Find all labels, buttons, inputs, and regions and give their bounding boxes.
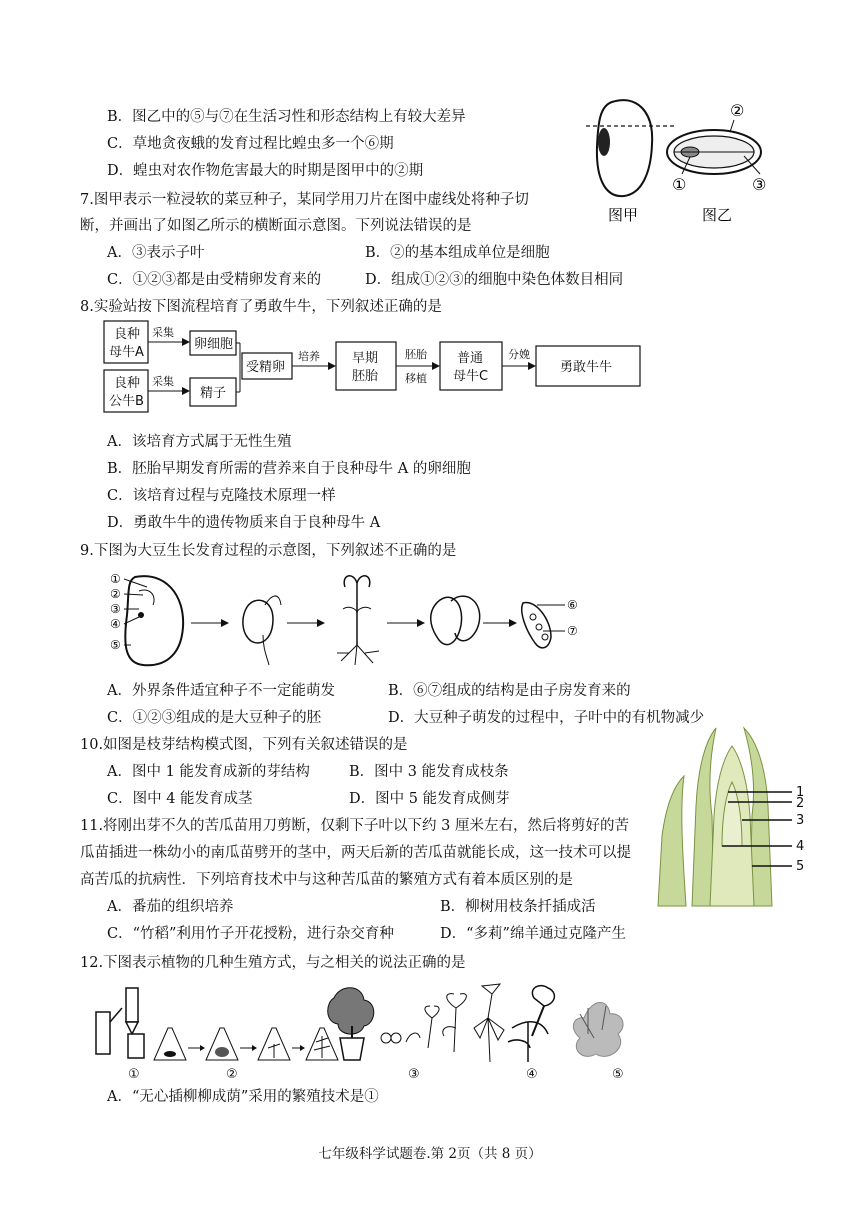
q9-stem: 9.下图为大豆生长发育过程的示意图，下列叙述不正确的是 (80, 543, 457, 559)
q6-option-d: D．蝗虫对农作物危害最大的时期是图甲中的②期 (107, 163, 424, 179)
branch-bud-figure (652, 726, 837, 912)
svg-text:早期: 早期 (352, 351, 379, 366)
bean-hilum (598, 128, 610, 156)
soybean-growth-figure (105, 565, 605, 675)
q7-stem-line2: 断，并画出了如图乙所示的横断面示意图。下列说法错误的是 (80, 218, 472, 234)
germinating-seed (243, 600, 273, 643)
svg-text:采集: 采集 (152, 326, 174, 339)
q11-option-d: D．“多莉”绵羊通过克隆产生 (440, 926, 626, 942)
svg-text:5: 5 (796, 859, 805, 874)
svg-text:母牛A: 母牛A (109, 345, 144, 360)
svg-text:卵细胞: 卵细胞 (194, 337, 234, 352)
q10-option-d: D．图中 5 能发育成侧芽 (349, 791, 510, 807)
svg-text:培养: 培养 (298, 350, 320, 363)
q11-option-c: C．“竹稻”利用竹子开花授粉，进行杂交育种 (107, 926, 394, 942)
fig-label-yi: 图乙 (702, 206, 733, 224)
q10-option-b: B．图中 3 能发育成枝条 (349, 764, 509, 780)
svg-text:1: 1 (796, 785, 805, 800)
svg-text:4: 4 (796, 839, 805, 854)
q11-line2: 瓜苗插进一株幼小的南瓜苗劈开的茎中，两天后新的苦瓜苗就能长成，这一技术可以提 (80, 845, 631, 861)
svg-text:④: ④ (110, 617, 121, 631)
q11-line1: 11.将刚出芽不久的苦瓜苗用刀剪断，仅剩下子叶以下约 3 厘米左右，然后将剪好的苦 (80, 818, 630, 834)
svg-text:⑥: ⑥ (567, 598, 578, 612)
svg-text:良种: 良种 (114, 376, 141, 391)
q7-option-a: A．③表示子叶 (107, 245, 205, 261)
mark-2: ② (730, 101, 745, 120)
svg-text:⑤: ⑤ (110, 638, 121, 652)
q10-stem: 10.如图是枝芽结构模式图，下列有关叙述错误的是 (80, 737, 408, 753)
svg-text:2: 2 (796, 796, 805, 811)
q9-option-c: C．①②③组成的是大豆种子的胚 (107, 710, 322, 726)
q7-option-b: B．②的基本组成单位是细胞 (365, 245, 550, 261)
svg-text:受精卵: 受精卵 (246, 360, 286, 375)
svg-text:胚胎: 胚胎 (352, 369, 379, 384)
svg-text:分娩: 分娩 (508, 348, 530, 361)
svg-text:⑦: ⑦ (567, 624, 578, 638)
svg-text:采集: 采集 (152, 375, 174, 388)
svg-text:公牛B: 公牛B (109, 394, 144, 409)
q8-option-d: D．勇敢牛牛的遗传物质来自于良种母牛 A (107, 515, 381, 531)
svg-text:①: ① (110, 572, 121, 586)
cattle-breeding-flowchart (100, 318, 645, 418)
q8-option-b: B．胚胎早期发育所需的营养来自于良种母牛 A 的卵细胞 (107, 461, 471, 477)
q12-option-a: A．“无心插柳柳成荫”采用的繁殖技术是① (107, 1089, 379, 1105)
svg-text:胚胎: 胚胎 (405, 348, 427, 361)
q10-option-c: C．图中 4 能发育成茎 (107, 791, 253, 807)
q8-stem: 8.实验站按下图流程培育了勇敢牛牛，下列叙述正确的是 (80, 299, 442, 315)
q8-option-c: C．该培育过程与克隆技术原理一样 (107, 488, 336, 504)
svg-text:①: ① (128, 1067, 140, 1082)
svg-text:勇敢牛牛: 勇敢牛牛 (560, 360, 613, 375)
mark-1: ① (672, 175, 687, 194)
q6-option-b: B．图乙中的⑤与⑦在生活习性和形态结构上有较大差异 (107, 109, 466, 125)
q7-stem-line1: 7.图甲表示一粒浸软的菜豆种子，某同学用刀片在图中虚线处将种子切 (80, 192, 529, 208)
svg-text:3: 3 (796, 813, 805, 828)
mark-3: ③ (752, 175, 767, 194)
svg-text:③: ③ (408, 1067, 420, 1082)
q9-option-a: A．外界条件适宜种子不一定能萌发 (107, 683, 335, 699)
svg-text:②: ② (110, 587, 121, 601)
svg-text:精子: 精子 (200, 386, 227, 401)
svg-text:移植: 移植 (405, 372, 427, 385)
q11-line3: 高苦瓜的抗病性．下列培育技术中与这种苦瓜苗的繁殖方式有着本质区别的是 (80, 872, 573, 888)
q9-option-d: D．大豆种子萌发的过程中，子叶中的有机物减少 (388, 710, 705, 726)
q7-option-d: D．组成①②③的细胞中染色体数目相同 (365, 272, 624, 288)
q11-option-b: B．柳树用枝条扦插成活 (440, 899, 596, 915)
svg-text:④: ④ (526, 1067, 538, 1082)
q12-stem: 12.下图表示植物的几种生殖方式，与之相关的说法正确的是 (80, 955, 466, 971)
soybean-seed (125, 576, 183, 665)
svg-text:普通: 普通 (457, 351, 484, 366)
q11-option-a: A．番茄的组织培养 (107, 899, 234, 915)
q10-option-a: A．图中 1 能发育成新的芽结构 (107, 764, 310, 780)
svg-text:⑤: ⑤ (612, 1067, 624, 1082)
svg-text:良种: 良种 (114, 327, 141, 342)
bean-seed-figure (582, 92, 782, 227)
plant-reproduction-figure (88, 978, 648, 1084)
q6-option-c: C．草地贪夜蛾的发育过程比蝗虫多一个⑥期 (107, 136, 394, 152)
q9-option-b: B．⑥⑦组成的结构是由子房发育来的 (388, 683, 631, 699)
q8-option-a: A．该培育方式属于无性生殖 (107, 434, 292, 450)
q7-option-c: C．①②③都是由受精卵发育来的 (107, 272, 322, 288)
fig-label-jia: 图甲 (608, 206, 639, 224)
svg-text:②: ② (226, 1067, 238, 1082)
svg-text:母牛C: 母牛C (453, 369, 489, 384)
page-footer: 七年级科学试题卷.第 2页（共 8 页） (318, 1146, 542, 1162)
svg-text:③: ③ (110, 602, 121, 616)
